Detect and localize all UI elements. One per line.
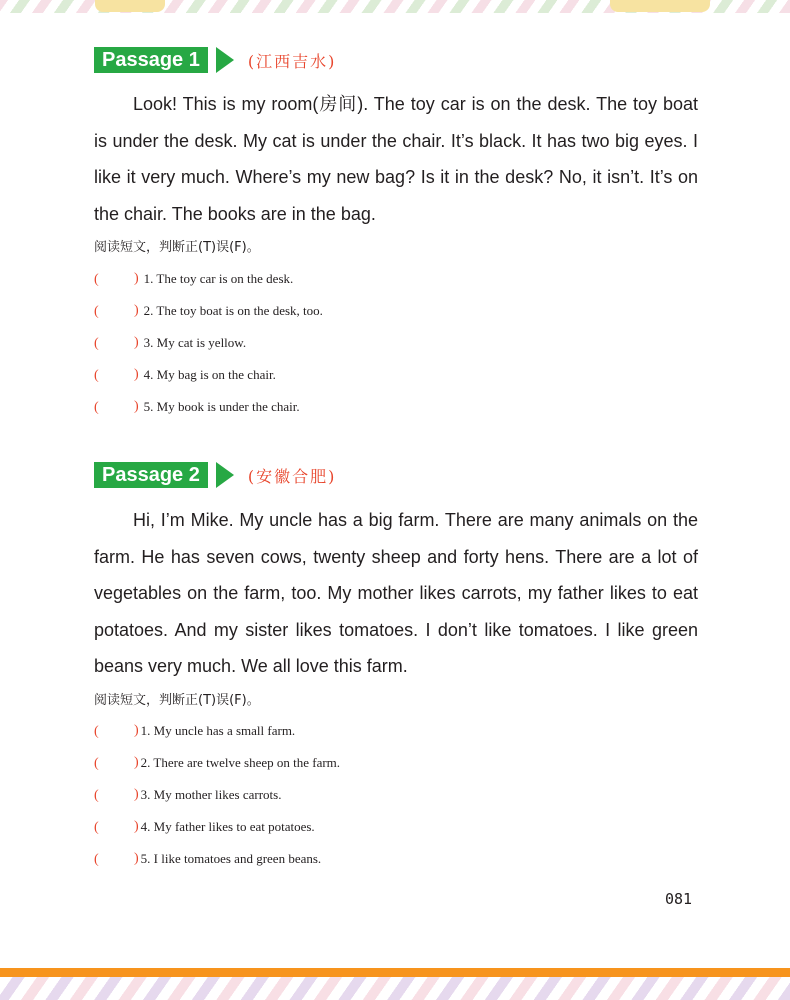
passage1-header (94, 47, 336, 73)
passage2-label: Passage 2 (94, 462, 208, 488)
bottom-border-bar (0, 968, 790, 977)
top-right-decoration (610, 0, 710, 12)
passage1-question-3: ( ) 3. My cat is yellow. (94, 335, 247, 351)
question-text: 2. There are twelve sheep on the farm. (140, 755, 341, 770)
passage1-instruction: 阅读短文，判断正(T)误(F)。 (94, 240, 260, 255)
passage2-instruction: 阅读短文，判断正(T)误(F)。 (94, 693, 260, 708)
question-text: 3. My cat is yellow. (143, 335, 247, 350)
passage2-question-1: ( ) 1. My uncle has a small farm. (94, 723, 296, 739)
question-text: 5. My book is under the chair. (143, 399, 300, 414)
passage1-body (94, 86, 698, 232)
passage1-question-2: ( ) 2. The toy boat is on the desk, too. (94, 303, 323, 319)
passage2-region: (安徽合肥) (247, 466, 337, 486)
question-text: 4. My father likes to eat potatoes. (140, 819, 315, 834)
passage2-question-3: ( ) 3. My mother likes carrots. (94, 787, 282, 803)
question-text: 1. My uncle has a small farm. (140, 723, 296, 738)
passage2-question-5: ( ) 5. I like tomatoes and green beans. (94, 851, 322, 867)
question-text: 1. The toy car is on the desk. (143, 271, 294, 286)
arrow-icon (216, 47, 234, 73)
passage2-question-2: ( ) 2. There are twelve sheep on the farm. (94, 755, 341, 771)
passage1-question-5: ( ) 5. My book is under the chair. (94, 399, 300, 415)
arrow-icon (216, 462, 234, 488)
passage2-body (94, 502, 698, 685)
question-text: 2. The toy boat is on the desk, too. (143, 303, 323, 318)
passage2-text: Hi, I’m Mike. My uncle has a big farm. There are many animals on the farm. He has seven cows, twenty sheep and forty hens. There are a lot of vegetables on the farm, too. My mother likes carrots, my father likes to eat potatoes. And my sister likes tomatoes. I don’t like tomatoes. I like green beans very much. We all love this farm. (94, 510, 698, 676)
bottom-border-stripe (0, 977, 790, 1000)
passage1-text: Look! This is my room(房间). The toy car is on the desk. The toy boat is under the desk. My cat is under the chair. It’s black. It has two big eyes. I like it very much. Where’s my new bag? Is it in the desk? No, it isn’t. It’s on the chair. The books are in the bag. (94, 94, 698, 224)
page-number: 081 (665, 890, 693, 908)
passage1-label: Passage 1 (94, 47, 208, 73)
passage2-header (94, 462, 336, 488)
passage1-question-4: ( ) 4. My bag is on the chair. (94, 367, 276, 383)
question-text: 3. My mother likes carrots. (140, 787, 282, 802)
passage1-region: (江西吉水) (247, 51, 337, 71)
passage1-question-1: ( ) 1. The toy car is on the desk. (94, 271, 294, 287)
top-left-decoration (95, 0, 165, 12)
question-text: 5. I like tomatoes and green beans. (140, 851, 322, 866)
passage2-question-4: ( ) 4. My father likes to eat potatoes. (94, 819, 315, 835)
question-text: 4. My bag is on the chair. (143, 367, 276, 382)
